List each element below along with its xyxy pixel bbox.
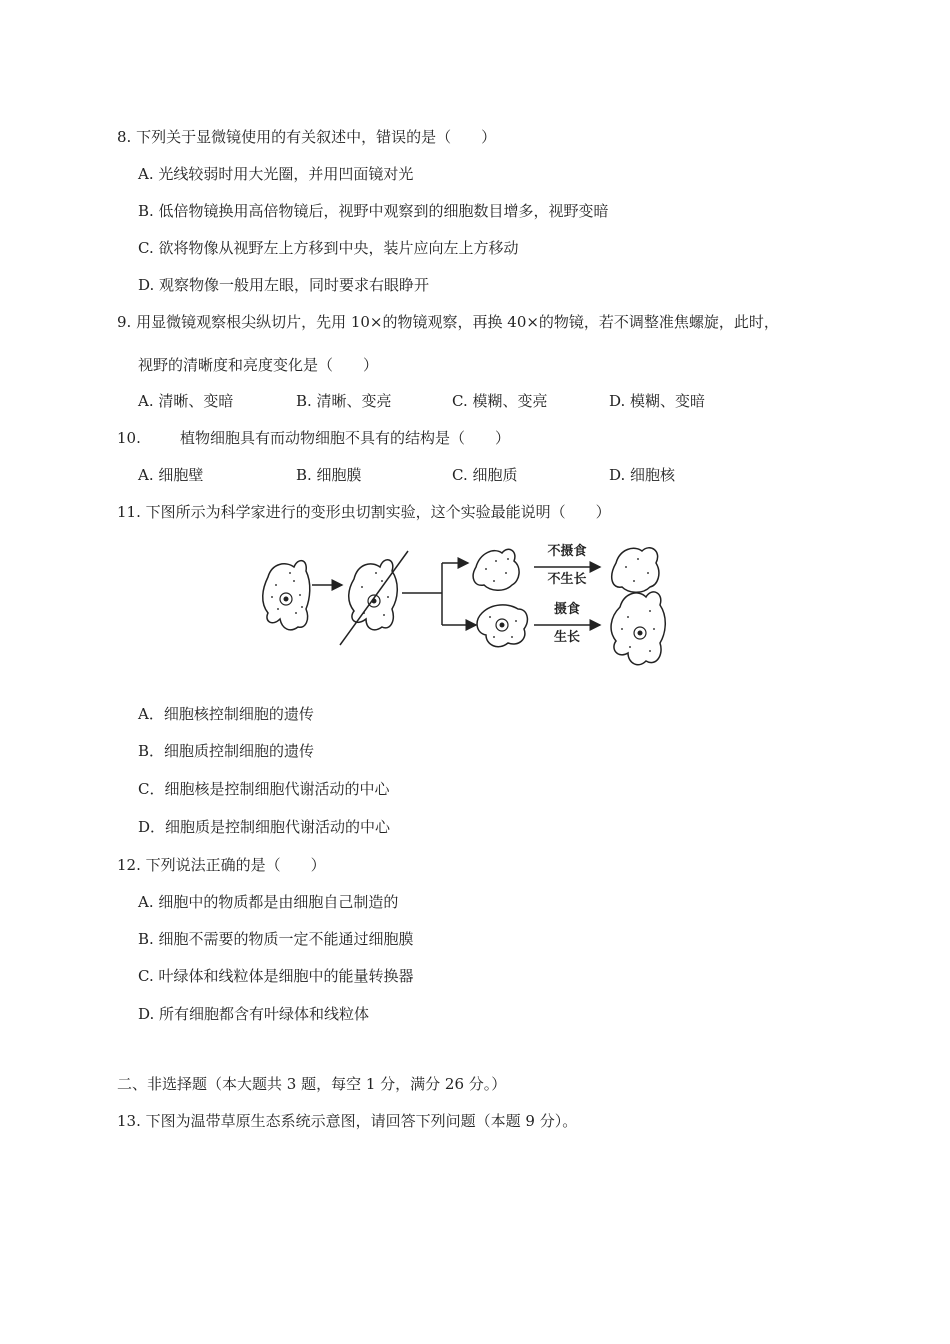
q8-option-b: B. 低倍物镜换用高倍物镜后，视野中观察到的细胞数目增多，视野变暗 <box>138 202 609 220</box>
q9-option-a: A. 清晰、变暗 <box>138 392 234 410</box>
label-no-growth: 不生长 <box>547 572 587 587</box>
q12-option-a: A. 细胞中的物质都是由细胞自己制造的 <box>138 893 399 911</box>
q12-option-c: C. 叶绿体和线粒体是细胞中的能量转换器 <box>138 967 414 985</box>
q12-stem: 12. 下列说法正确的是（ ） <box>117 856 326 874</box>
q8-option-a: A. 光线较弱时用大光圈，并用凹面镜对光 <box>138 165 414 183</box>
q8-stem: 8. 下列关于显微镜使用的有关叙述中，错误的是（ ） <box>117 128 497 146</box>
amoeba-regrown-icon <box>611 592 665 665</box>
q12-option-b: B. 细胞不需要的物质一定不能通过细胞膜 <box>138 930 414 948</box>
q9-option-d: D. 模糊、变暗 <box>609 392 706 410</box>
amoeba-fragment-with-nucleus-icon <box>477 605 527 647</box>
q10-stem: 植物细胞具有而动物细胞不具有的结构是（ ） <box>180 429 511 447</box>
q11-option-a: A．细胞核控制细胞的遗传 <box>138 705 314 723</box>
q9-stem-line2: 视野的清晰度和亮度变化是（ ） <box>138 356 379 374</box>
amoeba-whole-icon <box>263 561 310 630</box>
q9-option-b: B. 清晰、变亮 <box>296 392 392 410</box>
q12-option-d: D. 所有细胞都含有叶绿体和线粒体 <box>138 1005 370 1023</box>
amoeba-fragment-no-nucleus-result-icon <box>612 548 659 592</box>
q10-option-c: C. 细胞质 <box>452 466 518 484</box>
amoeba-fragment-no-nucleus-icon <box>473 549 519 590</box>
q11-option-d: D．细胞质是控制细胞代谢活动的中心 <box>138 818 391 836</box>
q10-option-d: D. 细胞核 <box>609 466 676 484</box>
q10-option-b: B. 细胞膜 <box>296 466 362 484</box>
amoeba-experiment-figure <box>250 537 680 677</box>
label-feeding: 摄食 <box>553 602 581 617</box>
q10-number: 10. <box>117 429 141 447</box>
q11-option-b: B．细胞质控制细胞的遗传 <box>138 742 315 760</box>
label-growth: 生长 <box>553 630 581 645</box>
label-no-feeding: 不摄食 <box>547 544 587 559</box>
q9-option-c: C. 模糊、变亮 <box>452 392 548 410</box>
q11-stem: 11. 下图所示为科学家进行的变形虫切割实验，这个实验最能说明（ ） <box>117 503 611 521</box>
section2-title: 二、非选择题（本大题共 3 题，每空 1 分，满分 26 分。） <box>117 1075 507 1093</box>
amoeba-cut-icon <box>340 551 408 645</box>
q8-option-c: C. 欲将物像从视野左上方移到中央，装片应向左上方移动 <box>138 239 519 257</box>
q13-stem: 13. 下图为温带草原生态系统示意图，请回答下列问题（本题 9 分）。 <box>117 1112 578 1130</box>
q9-stem-line1: 9. 用显微镜观察根尖纵切片，先用 10×的物镜观察，再换 40×的物镜，若不调整准焦螺旋，此时， <box>117 313 779 331</box>
q11-option-c: C．细胞核是控制细胞代谢活动的中心 <box>138 780 390 798</box>
q10-option-a: A. 细胞壁 <box>138 466 204 484</box>
q8-option-d: D. 观察物像一般用左眼，同时要求右眼睁开 <box>138 276 430 294</box>
